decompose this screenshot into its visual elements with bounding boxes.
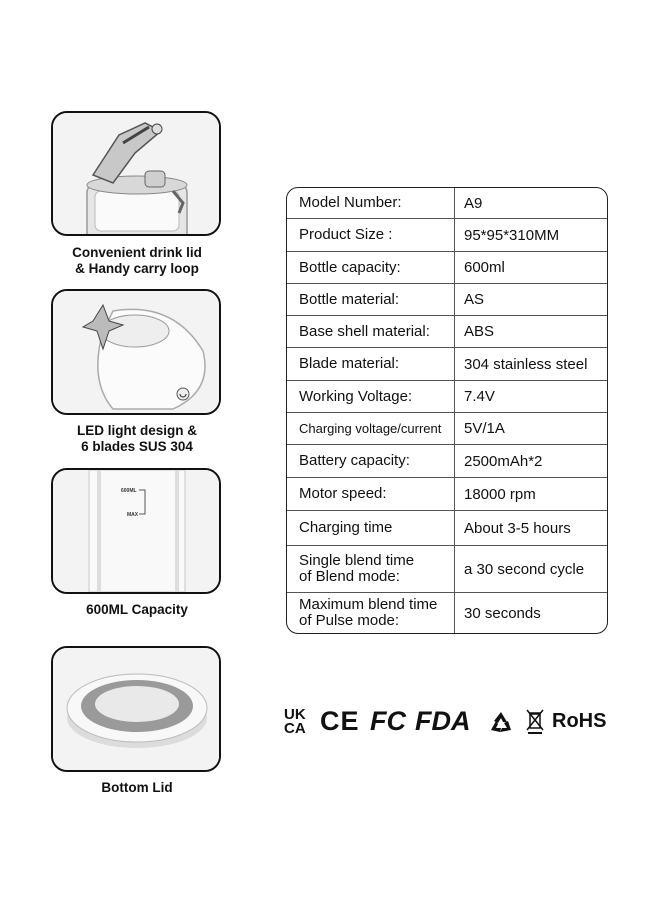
spec-value: 95*95*310MM: [464, 226, 560, 244]
spec-value: 5V/1A: [464, 420, 505, 437]
spec-row: [287, 316, 607, 348]
spec-row: [287, 413, 607, 445]
spec-label: Charging time: [287, 511, 455, 545]
spec-value: About 3-5 hours: [464, 519, 571, 537]
ukca-top: UK: [284, 706, 306, 723]
spec-value: 18000 rpm: [464, 485, 536, 503]
recycle-icon: [487, 710, 515, 736]
feature-image-blades: [51, 289, 221, 415]
spec-row: [287, 348, 607, 381]
spec-label: [287, 546, 455, 592]
spec-row: [287, 593, 607, 633]
spec-row: [287, 511, 607, 546]
crossed-bin-icon: [525, 708, 545, 736]
feature-image-bottom-lid: [51, 646, 221, 772]
spec-value: ABS: [464, 323, 495, 340]
caption-line: 6 blades SUS 304: [81, 439, 193, 454]
spec-row: [287, 252, 607, 284]
spec-label: Bottle capacity:: [287, 252, 455, 283]
spec-label: Working Voltage:: [287, 381, 455, 412]
fc-mark: FC: [370, 706, 406, 736]
spec-value: a 30 second cycle: [464, 560, 585, 578]
spec-label: Motor speed:: [287, 478, 455, 510]
caption-line: Convenient drink lid: [72, 245, 202, 260]
spec-value: 30 seconds: [464, 604, 541, 622]
caption-line: Bottom Lid: [101, 780, 173, 795]
bottom-lid-icon: [53, 648, 219, 770]
drink-lid-icon: [53, 113, 219, 234]
spec-label-line: of Pulse mode:: [299, 612, 400, 629]
spec-row: [287, 478, 607, 511]
spec-value: A9: [464, 194, 483, 212]
caption-line: 600ML Capacity: [86, 602, 188, 617]
spec-value: 304 stainless steel: [464, 355, 588, 373]
spec-label: Blade material:: [287, 348, 455, 380]
spec-row: [287, 445, 607, 478]
capacity-scale-icon: [53, 470, 219, 592]
spec-label-line: of Blend mode:: [299, 568, 400, 585]
feature-caption-bottom-lid: [30, 780, 244, 796]
feature-caption-blades: [30, 423, 244, 455]
spec-value: 600ml: [464, 259, 505, 276]
ce-mark: CE: [320, 706, 360, 736]
spec-value: AS: [464, 291, 485, 308]
certification-marks: [284, 706, 614, 746]
spec-table: [286, 187, 608, 634]
ukca-mark: [284, 708, 306, 736]
scale-mark-max: MAX: [127, 512, 139, 518]
blade-led-icon: [53, 291, 219, 413]
feature-image-drink-lid: [51, 111, 221, 236]
spec-label-line: Maximum blend time: [299, 596, 438, 613]
spec-row: [287, 188, 607, 219]
spec-value: 7.4V: [464, 388, 495, 405]
spec-value: 2500mAh*2: [464, 452, 543, 470]
spec-label: Product Size :: [287, 219, 455, 251]
feature-caption-drink-lid: [30, 245, 244, 277]
rohs-mark: RoHS: [552, 710, 607, 732]
fda-mark: FDA: [415, 706, 471, 736]
spec-row: [287, 546, 607, 593]
feature-image-capacity: [51, 468, 221, 594]
spec-row: [287, 284, 607, 316]
feature-caption-capacity: [30, 602, 244, 618]
spec-label: [287, 593, 455, 633]
scale-mark-600ml: 600ML: [121, 488, 137, 494]
spec-label-line: Single blend time: [299, 552, 415, 569]
spec-label: Base shell material:: [287, 316, 455, 347]
spec-label: Battery capacity:: [287, 445, 455, 477]
spec-row: [287, 219, 607, 252]
caption-line: & Handy carry loop: [75, 261, 199, 276]
spec-label: Charging voltage/current: [287, 413, 455, 444]
spec-row: [287, 381, 607, 413]
ukca-bottom: CA: [284, 720, 306, 737]
spec-label: Model Number:: [287, 188, 455, 218]
spec-label: Bottle material:: [287, 284, 455, 315]
caption-line: LED light design &: [77, 423, 197, 438]
